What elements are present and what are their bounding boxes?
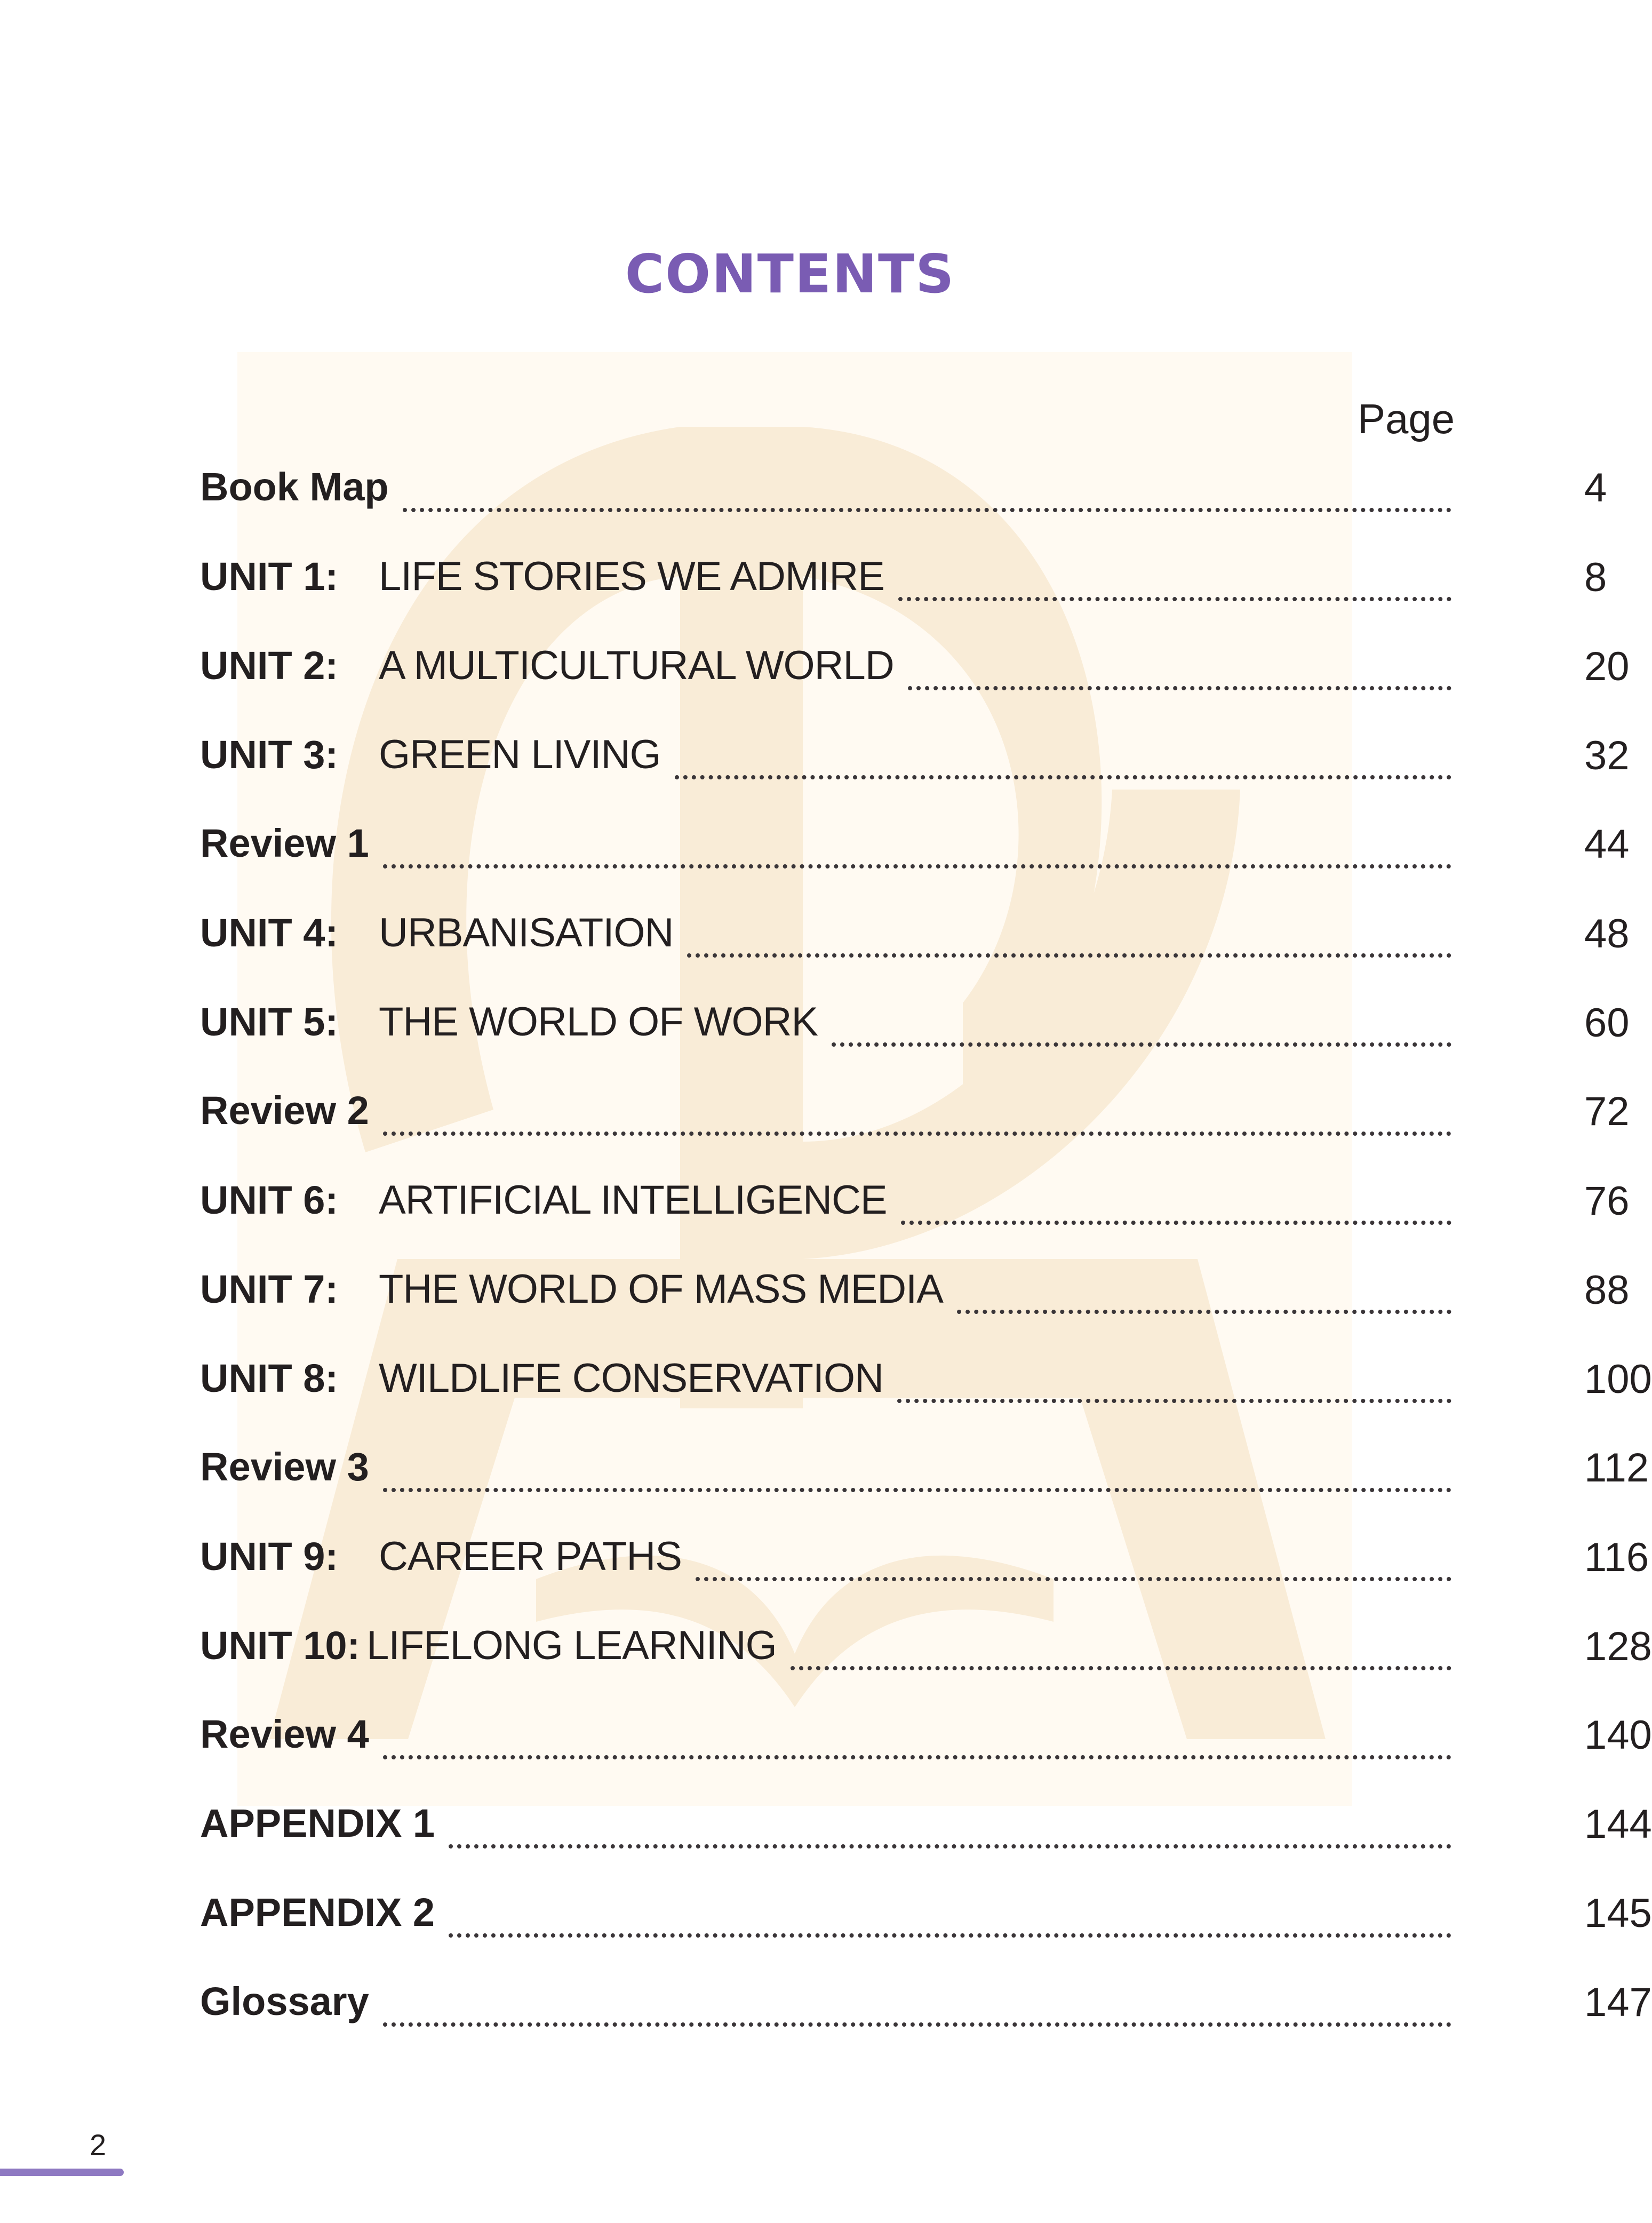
toc-entry-label: Review 3 <box>200 1445 369 1489</box>
toc-entry-label: Review 2 <box>200 1088 369 1133</box>
dot-leader <box>832 1042 1451 1047</box>
toc-entry-page: 8 <box>1584 555 1607 600</box>
dot-leader <box>687 953 1451 958</box>
dot-leader <box>383 864 1451 869</box>
toc-entry-unit-4[interactable] <box>200 910 1630 968</box>
toc-entry-page: 60 <box>1584 1000 1630 1046</box>
dot-leader <box>403 508 1451 512</box>
dot-leader <box>449 1933 1451 1938</box>
toc-entry-unit-number: UNIT 4: <box>200 911 338 955</box>
dot-leader <box>957 1310 1451 1314</box>
dot-leader <box>696 1577 1451 1581</box>
toc-entry-page: 4 <box>1584 465 1607 511</box>
toc-entry-page: 144 <box>1584 1802 1652 1847</box>
toc-entry-unit-number: UNIT 10: <box>200 1623 361 1668</box>
page-number: 2 <box>90 2128 107 2162</box>
dot-leader <box>897 1399 1451 1403</box>
toc-entry-unit-number: UNIT 6: <box>200 1178 338 1222</box>
toc-entry-unit-number: UNIT 3: <box>200 732 338 777</box>
toc-entry-unit-title: THE WORLD OF WORK <box>379 999 818 1045</box>
toc-entry-label: Glossary <box>200 1979 369 2023</box>
toc-entry-unit-number: UNIT 1: <box>200 554 338 599</box>
toc-entry-unit-9[interactable] <box>200 1533 1649 1592</box>
toc-entry-unit-1[interactable] <box>200 553 1607 612</box>
dot-leader <box>908 686 1451 690</box>
toc-entry-review-1[interactable] <box>200 820 1630 879</box>
dot-leader <box>383 2022 1451 2027</box>
dot-leader <box>791 1666 1451 1670</box>
toc-entry-page: 76 <box>1584 1178 1630 1224</box>
toc-entry-appendix-2[interactable] <box>200 1890 1652 1948</box>
toc-entry-page: 48 <box>1584 911 1630 957</box>
toc-entry-page: 20 <box>1584 644 1630 689</box>
toc-entry-unit-number: UNIT 9: <box>200 1534 338 1579</box>
contents-title: CONTENTS <box>625 243 955 305</box>
toc-entry-unit-5[interactable] <box>200 999 1630 1057</box>
toc-entry-page: 32 <box>1584 733 1630 778</box>
toc-entry-unit-title: A MULTICULTURAL WORLD <box>379 643 894 688</box>
toc-entry-label: Book Map <box>200 465 389 509</box>
toc-entry-unit-title: THE WORLD OF MASS MEDIA <box>379 1266 943 1312</box>
toc-entry-label: APPENDIX 2 <box>200 1890 435 1934</box>
toc-entry-unit-3[interactable] <box>200 731 1630 790</box>
toc-entry-unit-6[interactable] <box>200 1177 1630 1236</box>
dot-leader <box>898 597 1451 601</box>
toc-entry-unit-title: LIFE STORIES WE ADMIRE <box>379 554 884 599</box>
toc-entry-page: 112 <box>1584 1445 1649 1491</box>
toc-entry-page: 116 <box>1584 1535 1649 1580</box>
toc-entry-label: APPENDIX 1 <box>200 1801 435 1845</box>
toc-entry-label: Review 4 <box>200 1712 369 1756</box>
toc-entry-review-3[interactable] <box>200 1444 1649 1503</box>
toc-entry-page: 88 <box>1584 1268 1630 1313</box>
toc-entry-review-2[interactable] <box>200 1088 1630 1146</box>
toc-entry-page: 140 <box>1584 1712 1652 1758</box>
toc-entry-page: 128 <box>1584 1624 1652 1669</box>
toc-entry-appendix-1[interactable] <box>200 1800 1652 1859</box>
toc-entry-page: 100 <box>1584 1357 1652 1402</box>
toc-entry-unit-number: UNIT 8: <box>200 1356 338 1400</box>
toc-entry-unit-title: CAREER PATHS <box>379 1534 682 1579</box>
toc-entry-unit-title: LIFELONG LEARNING <box>366 1623 777 1668</box>
toc-entry-unit-number: UNIT 5: <box>200 1000 338 1044</box>
dot-leader <box>449 1844 1451 1848</box>
toc-entry-glossary[interactable] <box>200 1979 1652 2037</box>
toc-entry-page: 44 <box>1584 822 1630 867</box>
toc-entry-page: 145 <box>1584 1891 1652 1936</box>
table-of-contents <box>200 0 1652 2223</box>
dot-leader <box>383 1488 1451 1492</box>
toc-entry-unit-10[interactable] <box>200 1622 1652 1681</box>
toc-entry-unit-8[interactable] <box>200 1355 1652 1414</box>
dot-leader <box>383 1132 1451 1136</box>
dot-leader <box>901 1221 1451 1225</box>
toc-entry-label: Review 1 <box>200 821 369 865</box>
toc-entry-page: 72 <box>1584 1089 1630 1134</box>
toc-entry-book-map[interactable] <box>200 464 1607 523</box>
toc-entry-unit-title: ARTIFICIAL INTELLIGENCE <box>379 1177 887 1223</box>
toc-entry-unit-title: WILDLIFE CONSERVATION <box>379 1356 884 1401</box>
footer-accent-bar <box>0 2169 124 2176</box>
toc-entry-unit-title: URBANISATION <box>379 910 674 955</box>
toc-entry-unit-7[interactable] <box>200 1266 1630 1325</box>
toc-entry-unit-number: UNIT 2: <box>200 643 338 688</box>
toc-entry-review-4[interactable] <box>200 1711 1652 1770</box>
dot-leader <box>675 775 1451 779</box>
toc-entry-unit-number: UNIT 7: <box>200 1267 338 1311</box>
toc-entry-page: 147 <box>1584 1980 1652 2025</box>
dot-leader <box>383 1755 1451 1759</box>
toc-entry-unit-2[interactable] <box>200 642 1630 701</box>
toc-entry-unit-title: GREEN LIVING <box>379 732 661 777</box>
page-column-header: Page <box>1358 395 1455 442</box>
